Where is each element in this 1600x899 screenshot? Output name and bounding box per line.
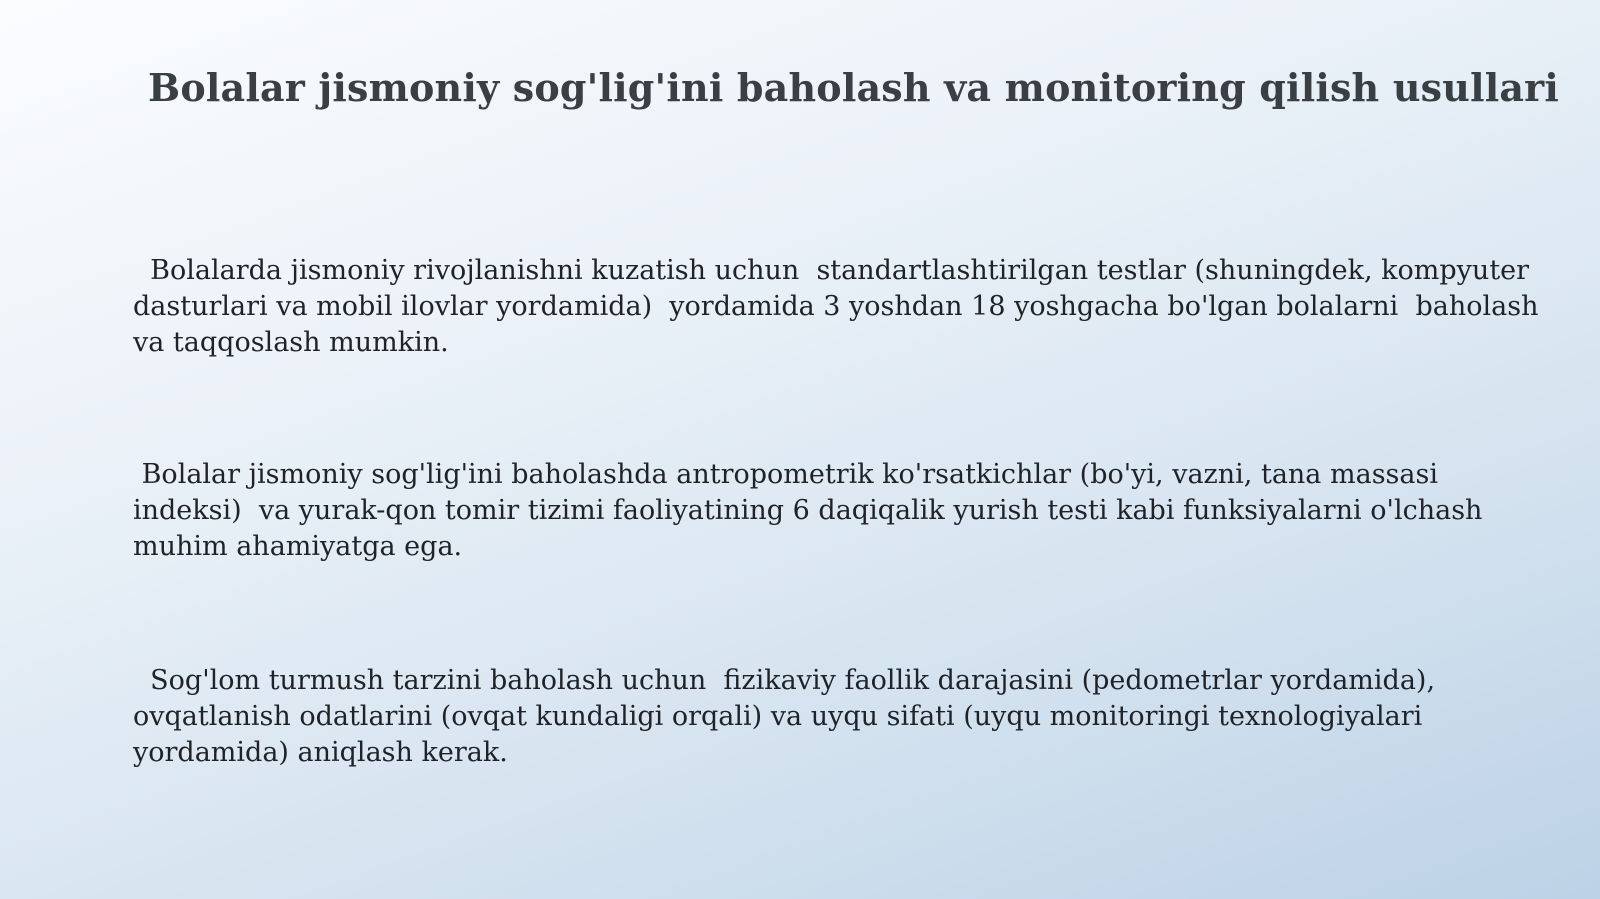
paragraph-1: Bolalarda jismoniy rivojlanishni kuzatish uchun standartlashtirilgan testlar (shuningdek, kompyuter dasturlari va mobil ilovlar yordamida) yordamida 3 yoshdan 18 yoshgacha bo'lgan bolalarni baholash va taqqoslash mumkin. bbox=[133, 255, 1548, 358]
slide-title: Bolalar jismoniy sog'lig'ini baholash va monitoring qilish usullari bbox=[148, 65, 1560, 110]
paragraph-2: Bolalar jismoniy sog'lig'ini baholashda antropometrik ko'rsatkichlar (bo'yi, vazni, tana massasi indeksi) va yurak-qon tomir tizimi faoliyatining 6 daqiqalik yurish testi kabi funksiyalarni o'lchash muhim ahamiyatga ega. bbox=[133, 459, 1492, 562]
paragraph-3: Sog'lom turmush tarzini baholash uchun fizikaviy faollik darajasini (pedometrlar yordamida), ovqatlanish odatlarini (ovqat kundaligi orqali) va uyqu sifati (uyqu monitoringi texnologiyalari yordamida) aniqlash kerak. bbox=[133, 665, 1444, 768]
